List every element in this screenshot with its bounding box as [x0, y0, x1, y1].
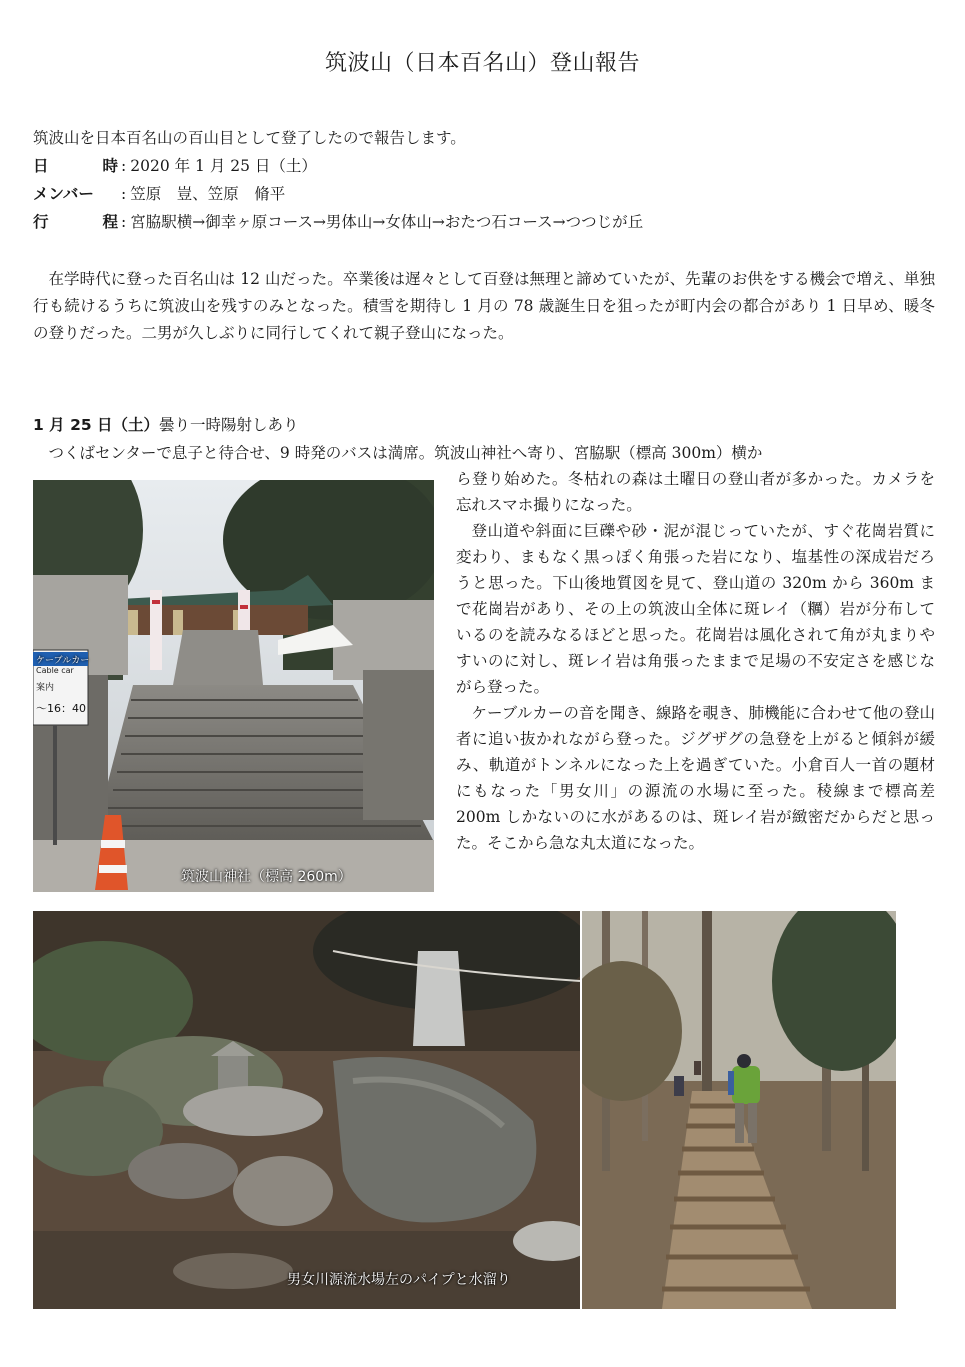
meta-member-label: メンバー [33, 185, 94, 203]
trail-photo-art [582, 911, 896, 1309]
shrine-photo [33, 480, 434, 892]
shrine-sign-text-1: ケーブルカー [36, 656, 90, 666]
column-paragraph-3: ケーブルカーの音を聞き、線路を覗き、肺機能に合わせて他の登山者に追い抜かれながら登った。ジグザグの急登を上がると傾斜が緩み、軌道がトンネルになった上を過ぎていた。小倉百人一首の題材にもなった「男女川」の源流の水場に至った。稜線まで標高差 200m しかないのに水があるのは、斑レイ岩が緻密だからだと思った。そこから急な丸太道になった。 [456, 704, 935, 852]
intro-block [33, 124, 643, 236]
meta-date-label: 日 時 [33, 157, 118, 175]
intro-line: 筑波山を日本百名山の百山目として登了したので報告します。 [33, 129, 466, 147]
spring-photo-caption: 男女川源流水場左のパイプと水溜り [287, 1272, 511, 1288]
page-title: 筑波山（日本百名山）登山報告 [324, 51, 640, 76]
meta-date-row: 日 時 : 2020 年 1 月 25 日（土） [33, 152, 643, 180]
shrine-sign-text-2: Cable car [36, 666, 74, 675]
day-heading [33, 413, 299, 435]
day-heading-weather: 曇り一時陽射しあり [159, 416, 299, 434]
trail-photo [582, 911, 896, 1309]
meta-member-row: メンバー : 笠原 豈、笠原 脩平 [33, 180, 643, 208]
day-text-column [456, 466, 935, 856]
meta-date-value: 2020 年 1 月 25 日（土） [130, 157, 317, 175]
shrine-sign-text-4: ～16：40 [36, 702, 86, 715]
meta-route-label: 行 程 [33, 213, 118, 231]
column-paragraph-1: ら登り始めた。冬枯れの森は土曜日の登山者が多かった。カメラを忘れスマホ撮りになった。 [456, 470, 935, 514]
spring-photo [33, 911, 580, 1309]
paragraph-intro: 在学時代に登った百名山は 12 山だった。卒業後は遅々として百登は無理と諦めていたが、先輩のお供をする機会で増え、単独行も続けるうちに筑波山を残すのみとなった。積雪を期待し 1 月の 78 歳誕生日を狙ったが町内会の都合があり 1 日早め、暖冬の登りだった。二男が久しぶりに同行してくれて親子登山になった。 [33, 270, 935, 342]
day-lead-line: つくばセンターで息子と待合せ、9 時発のバスは満席。筑波山神社へ寄り、宮脇駅（標高 300m）横か [48, 444, 763, 462]
meta-member-value: 笠原 豈、笠原 脩平 [130, 185, 286, 203]
shrine-photo-caption: 筑波山神社（標高 260m） [181, 869, 352, 885]
meta-route-row: 行 程 : 宮脇駅横→御幸ヶ原コース→男体山→女体山→おたつ石コース→つつじが丘 [33, 208, 643, 236]
shrine-photo-art [33, 480, 434, 892]
shrine-sign-text-3: 案内 [36, 683, 55, 693]
meta-route-value: 宮脇駅横→御幸ヶ原コース→男体山→女体山→おたつ石コース→つつじが丘 [130, 213, 644, 231]
column-paragraph-2: 登山道や斜面に巨礫や砂・泥が混じっていたが、すぐ花崗岩質に変わり、まもなく黒っぽく角張った岩になり、塩基性の深成岩だろうと思った。下山後地質図を見て、登山道の 320m から 360m まで花崗岩があり、その上の筑波山全体に斑レイ（糲）岩が分布しているのを読みなるほどと思った。花崗岩は風化されて角が丸まりやすいのに対し、斑レイ岩は角張ったままで足場の不安定さを感じながら登った。 [456, 522, 935, 696]
day-heading-date: 1 月 25 日（土） [33, 416, 160, 434]
spring-photo-art [33, 911, 580, 1309]
